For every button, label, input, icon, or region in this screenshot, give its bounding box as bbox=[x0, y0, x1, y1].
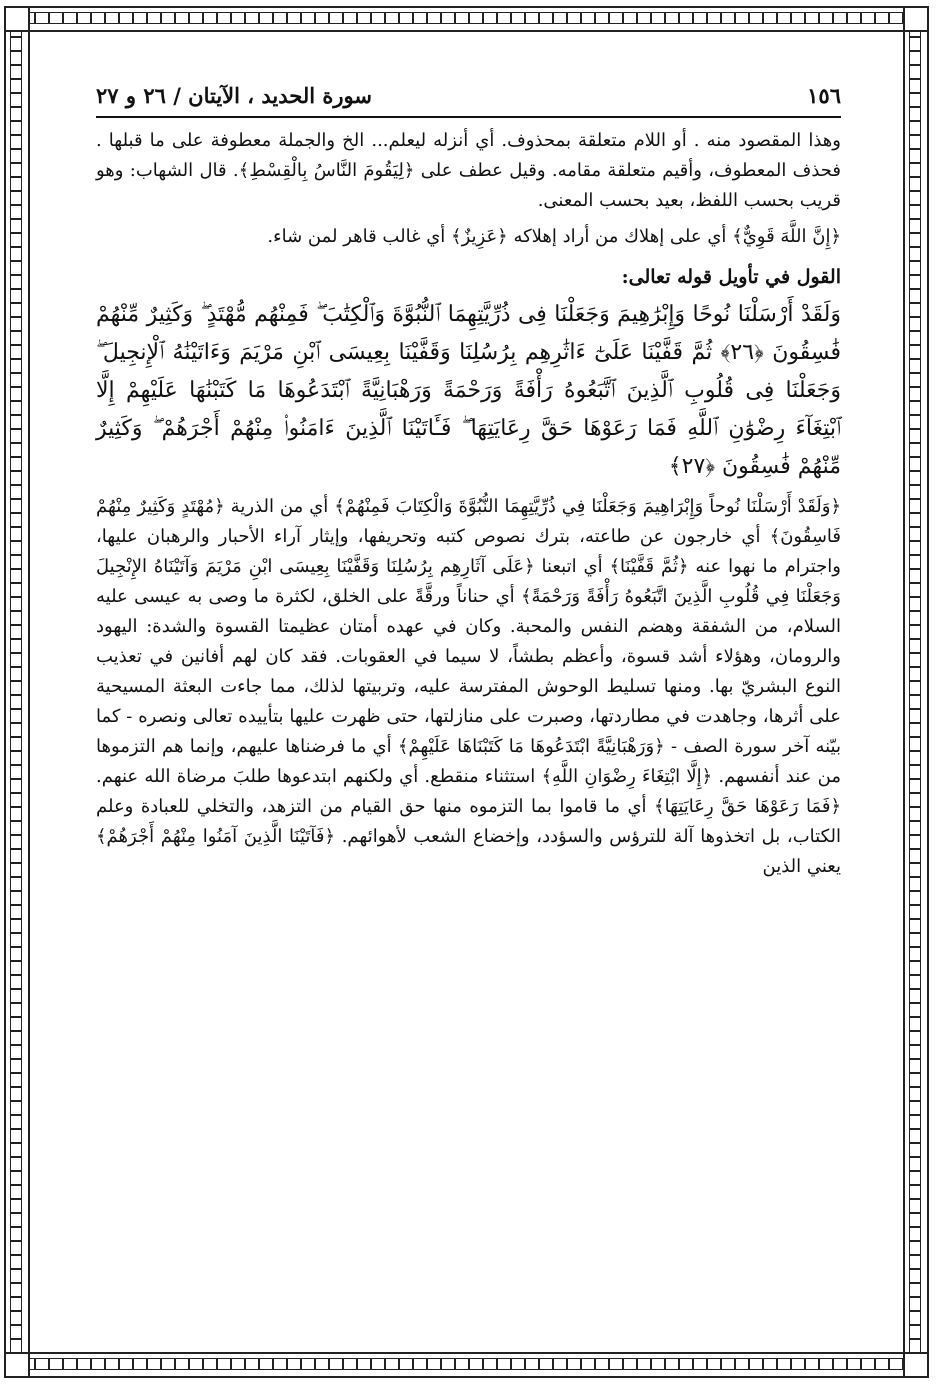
page-content bbox=[96, 76, 841, 888]
running-title: سورة الحديد ، الآيتان / ٢٦ و ٢٧ bbox=[96, 83, 372, 108]
paragraph: ﴿إِنَّ اللَّهَ قَوِيٌّ﴾ أي على إهلاك من أراد إهلاكه ﴿عَزِيزٌ﴾ أي غالب قاهر لمن شاء. bbox=[267, 226, 841, 247]
border-top bbox=[4, 6, 929, 32]
page-number: ١٥٦ bbox=[807, 83, 841, 108]
section-heading: القول في تأويل قوله تعالى: bbox=[621, 266, 841, 288]
commentary-paragraph: ﴿وَلَقَدْ أَرْسَلْنَا نُوحاً وَإِبْرَاهِيمَ وَجَعَلْنَا فِي ذُرِّيَّتِهِمَا النُّبُوَّةَ وَالْكِتَابَ فَمِنْهُمْ﴾ أي من الذرية ﴿مُهْتَدٍ وَكَثِيرٌ مِنْهُمْ فَاسِقُونَ﴾ أي خارجون عن طاعته، بترك نصوص كتبه وتحريفها، وإيثار آراء الأحبار والرهبان عليها، واجترام ما نهوا عنه ﴿ثُمَّ قَفَّيْنَا﴾ أي اتبعنا ﴿عَلَى آثَارِهِم بِرُسُلِنَا وَقَفَّيْنَا بِعِيسَى ابْنِ مَرْيَمَ وَآتَيْنَاهُ الإِنْجِيلَ وَجَعَلْنَا فِي قُلُوبِ الَّذِينَ اتَّبَعُوهُ رَأْفَةً وَرَحْمَةً﴾ أي حناناً ورقَّةً على الخلق، لكثرة ما وصى به عيسى عليه السلام، من الشفقة وهضم النفس والمحبة. وكان في عهده أمتان عظيمتا القسوة والشدة: اليهود والرومان، وهؤلاء أشد قسوة، وأعظم بطشاً، لا سيما في العقوبات. فقد كان لهم أفانين في تعذيب النوع البشريّ بها. ومنها تسليط الوحوش المفترسة عليه، وتربيتها لذلك، مما جاءت البعثة المسيحية على أثرها، وجاهدت في مطاردتها، وصبرت على منازلتها، حتى ظهرت عليها بتأييده تعالى ونصره - كما بيّنه آخر سورة الصف - ﴿وَرَهْبَانِيَّةً ابْتَدَعُوهَا مَا كَتَبْنَاهَا عَلَيْهِمْ﴾ أي ما فرضناها عليهم، وإنما هم التزموها من عند أنفسهم. ﴿إِلَّا ابْتِغَاءَ رِضْوَانِ اللَّهِ﴾ استثناء منقطع. أي ولكنهم ابتدعوها طلبَ مرضاة الله عنهم. ﴿فَمَا رَعَوْهَا حَقَّ رِعَايَتِهَا﴾ أي ما قاموا بما التزموه منها حق القيام من التزهد، والتخلي للعبادة وعلم الكتاب، بل اتخذوها آلة للترؤس والسؤدد، وإخضاع الشعب لأهوائهم. ﴿فَآتَيْنَا الَّذِينَ آمَنُوا مِنْهُمْ أَجْرَهُمْ﴾ يعني الذين bbox=[96, 496, 841, 877]
border-right bbox=[903, 6, 929, 1378]
body-text bbox=[96, 126, 841, 882]
paragraph: وهذا المقصود منه . أو اللام متعلقة بمحذوف. أي أنزله ليعلم... الخ والجملة معطوفة على ما قبلها . فحذف المعطوف، وأقيم متعلقة مقامه. وقيل عطف على ﴿لِيَقُومَ النَّاسُ بِالْقِسْطِ﴾. قال الشهاب: وهو قريب بحسب اللفظ، بعيد بحسب المعنى. bbox=[96, 130, 841, 211]
quran-verse-block: وَلَقَدْ أَرْسَلْنَا نُوحًا وَإِبْرَٰهِيمَ وَجَعَلْنَا فِى ذُرِّيَّتِهِمَا ٱلنُّبُوَّةَ وَٱلْكِتَٰبَ ۖ فَمِنْهُم مُّهْتَدٍ ۖ وَكَثِيرٌ مِّنْهُمْ فَٰسِقُونَ ﴿٢٦﴾ ثُمَّ قَفَّيْنَا عَلَىٰٓ ءَاثَٰرِهِم بِرُسُلِنَا وَقَفَّيْنَا بِعِيسَى ٱبْنِ مَرْيَمَ وَءَاتَيْنَٰهُ ٱلْإِنجِيلَ ۖ وَجَعَلْنَا فِى قُلُوبِ ٱلَّذِينَ ٱتَّبَعُوهُ رَأْفَةً وَرَحْمَةً وَرَهْبَانِيَّةً ٱبْتَدَعُوهَا مَا كَتَبْنَٰهَا عَلَيْهِمْ إِلَّا ٱبْتِغَآءَ رِضْوَٰنِ ٱللَّهِ فَمَا رَعَوْهَا حَقَّ رِعَايَتِهَا ۖ فَـَٔاتَيْنَا ٱلَّذِينَ ءَامَنُوا۟ مِنْهُمْ أَجْرَهُمْ ۖ وَكَثِيرٌ مِّنْهُمْ فَٰسِقُونَ ﴿٢٧﴾ bbox=[96, 302, 841, 479]
border-bottom bbox=[4, 1352, 929, 1378]
border-left bbox=[4, 6, 30, 1378]
running-header bbox=[96, 76, 841, 118]
